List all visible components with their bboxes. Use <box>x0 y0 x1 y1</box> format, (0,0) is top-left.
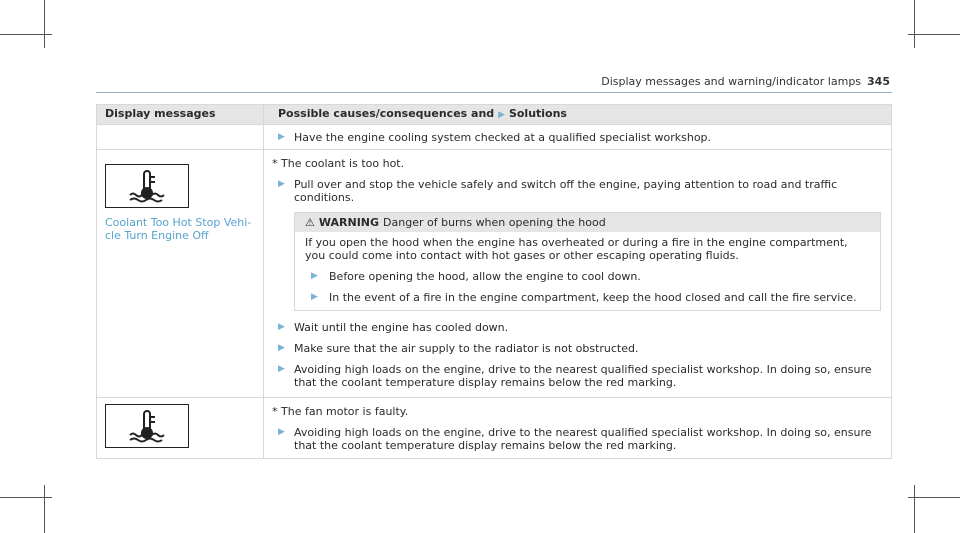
crop-mark <box>44 0 45 48</box>
play-arrow-icon: ▶ <box>278 322 285 332</box>
header-rule <box>96 92 892 93</box>
running-head <box>601 75 890 88</box>
crop-mark <box>914 485 915 533</box>
warning-text: If you open the hood when the engine has overheated or during a fire in the engine compartment, you could come into contact with hot gases or other escaping operating fluids. <box>305 236 848 262</box>
display-messages-table <box>96 104 892 459</box>
table-row <box>97 125 892 150</box>
solution-step: ▶ Make sure that the air supply to the radiator is not obstructed. <box>278 342 639 355</box>
table-row <box>97 150 892 398</box>
warning-step: ▶ Before opening the hood, allow the engine to cool down. <box>311 270 641 283</box>
warning-triangle-icon: ⚠ <box>305 216 315 229</box>
thermometer-icon <box>127 169 167 203</box>
warning-label: WARNING <box>318 216 380 229</box>
table-row <box>97 398 892 459</box>
running-head-title: Display messages and warning/indicator lamps <box>601 75 862 88</box>
table-cell <box>97 150 264 398</box>
cause-text: * The coolant is too hot. <box>272 157 405 170</box>
solution-step: ▶ Wait until the engine has cooled down. <box>278 321 509 334</box>
play-arrow-icon: ▶ <box>278 179 285 189</box>
solution-step: ▶ Avoiding high loads on the engine, drive to the nearest qualified specialist workshop. In doing so, ensure that the coolant temperature display remains below the red marking. <box>278 363 872 389</box>
play-arrow-icon: ▶ <box>498 110 506 120</box>
play-arrow-icon: ▶ <box>278 427 285 437</box>
warning-box <box>294 212 881 311</box>
warning-step: ▶ In the event of a fire in the engine compartment, keep the hood closed and call the fire service. <box>311 291 857 304</box>
solutions-header-label: Solutions <box>508 107 567 120</box>
crop-mark <box>908 34 960 35</box>
play-arrow-icon: ▶ <box>278 364 285 374</box>
thermometer-icon <box>127 409 167 443</box>
play-arrow-icon: ▶ <box>311 292 318 302</box>
solution-step: ▶ Avoiding high loads on the engine, drive to the nearest qualified specialist workshop. In doing so, ensure that the coolant temperature display remains below the red marking. <box>278 426 872 452</box>
display-message-label: Coolant Too Hot Stop Vehi- cle Turn Engine Off <box>105 216 252 242</box>
table-cell <box>97 125 264 150</box>
play-arrow-icon: ▶ <box>278 132 285 142</box>
crop-mark <box>908 497 960 498</box>
warning-header <box>295 213 880 232</box>
causes-header-label: Possible causes/consequences and <box>278 107 495 120</box>
solution-step: ▶ Have the engine cooling system checked at a qualified specialist workshop. <box>278 131 712 144</box>
coolant-temperature-icon <box>105 404 189 448</box>
table-cell <box>264 125 892 150</box>
crop-mark <box>44 485 45 533</box>
cause-text: * The fan motor is faulty. <box>272 405 409 418</box>
table-cell <box>264 398 892 459</box>
page-number: 345 <box>867 75 890 88</box>
play-arrow-icon: ▶ <box>278 343 285 353</box>
table-header-row <box>97 105 892 125</box>
play-arrow-icon: ▶ <box>311 271 318 281</box>
solution-step: ▶ Pull over and stop the vehicle safely and switch off the engine, paying attention to road and traffic conditions. <box>278 178 838 204</box>
coolant-temperature-icon <box>105 164 189 208</box>
column-header-display-messages: Display messages <box>97 105 264 125</box>
column-header-causes <box>264 105 892 125</box>
table-cell <box>97 398 264 459</box>
crop-mark <box>914 0 915 48</box>
table-cell <box>264 150 892 398</box>
warning-body <box>295 232 880 310</box>
warning-title: Danger of burns when opening the hood <box>383 216 606 229</box>
